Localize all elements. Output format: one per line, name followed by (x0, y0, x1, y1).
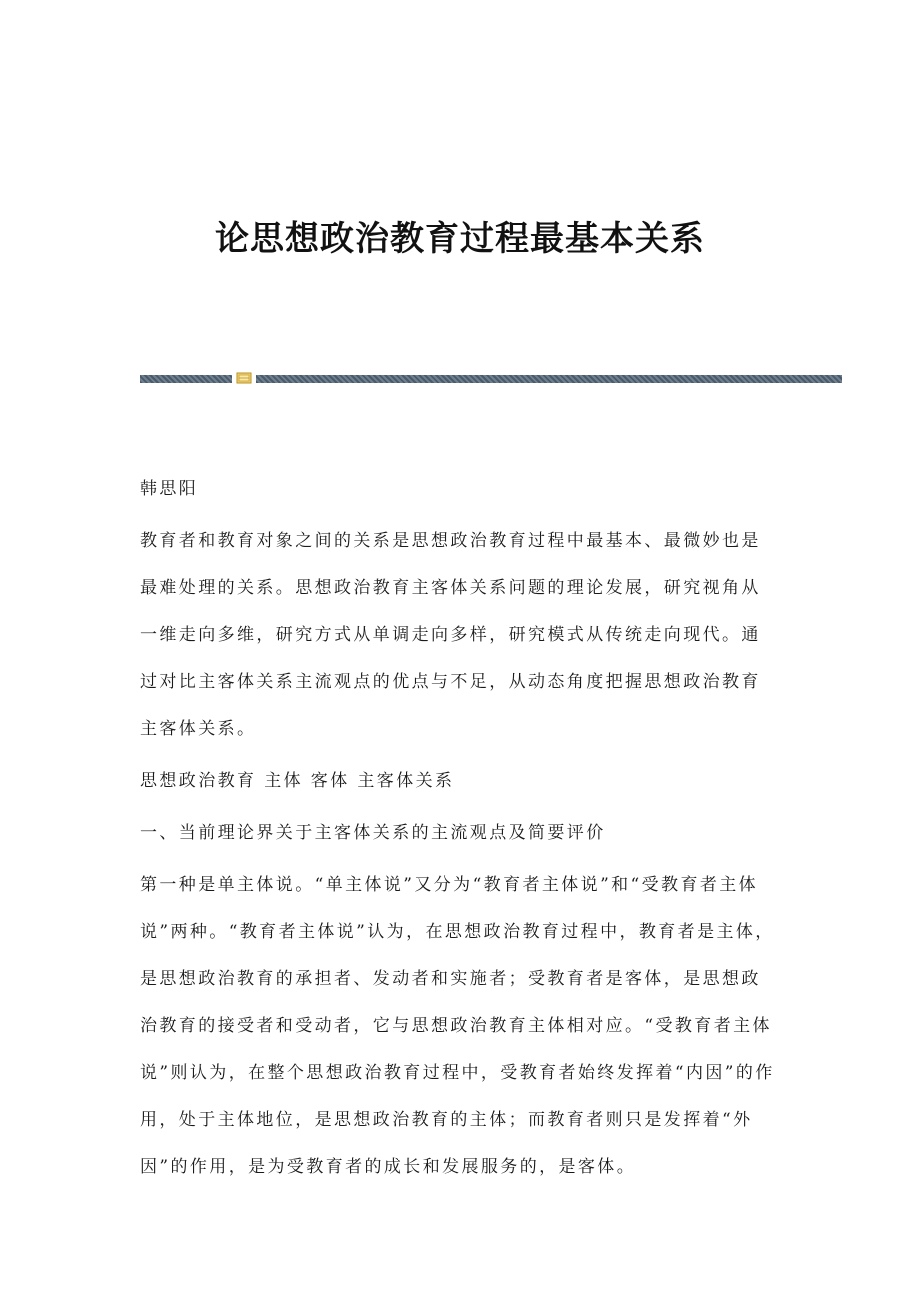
author-name: 韩思阳 (140, 479, 199, 499)
body-paragraph: 第一种是单主体说。“单主体说”又分为“教育者主体说”和“受教育者主体说”两种。“教育者主体说”认为，在思想政治教育过程中，教育者是主体，是思想政治教育的承担者、发动者和实施者；受教育者是客体，是思想政治教育的接受者和受动者，它与思想政治教育主体相对应。“受教育者主体说”则认为，在整个思想政治教育过程中，受教育者始终发挥着“内因”的作用，处于主体地位，是思想政治教育的主体；而教育者则只是发挥着“外因”的作用，是为受教育者的成长和发展服务的，是客体。 (140, 875, 775, 1177)
keywords-line: 思想政治教育 主体 客体 主客体关系 (140, 771, 455, 791)
divider-left-segment (140, 375, 232, 383)
document-body (140, 466, 780, 1191)
divider-ornament-icon (236, 371, 252, 385)
section-heading: 一、当前理论界关于主客体关系的主流观点及简要评价 (140, 823, 606, 843)
document-title: 论思想政治教育过程最基本关系 (215, 219, 705, 259)
title-divider (140, 375, 842, 383)
divider-right-segment (256, 375, 842, 383)
abstract-paragraph: 教育者和教育对象之间的关系是思想政治教育过程中最基本、最微妙也是最难处理的关系。思想政治教育主客体关系问题的理论发展，研究视角从一维走向多维，研究方式从单调走向多样，研究模式从传统走向现代。通过对比主客体关系主流观点的优点与不足，从动态角度把握思想政治教育主客体关系。 (140, 531, 761, 739)
